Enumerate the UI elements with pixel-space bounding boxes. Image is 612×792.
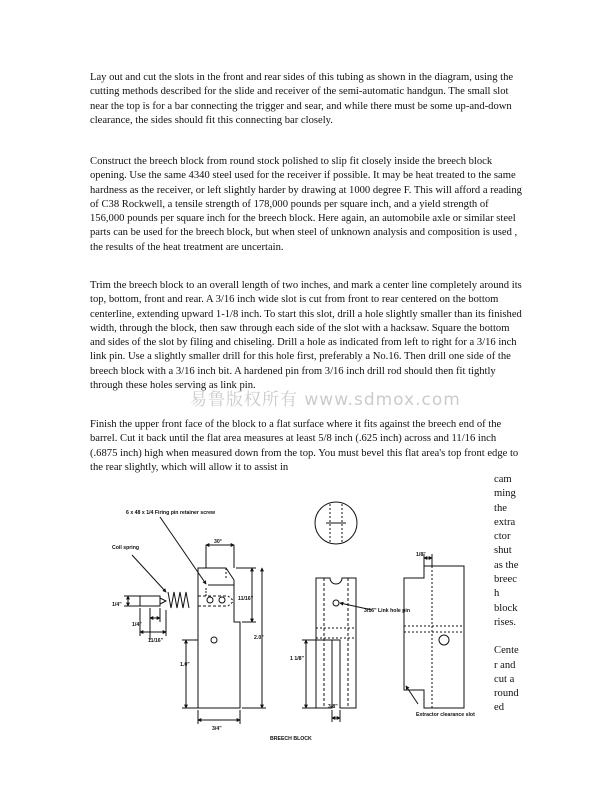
wrap-line: rises. [494,616,517,628]
paragraph-breech-block-construction: Construct the breech block from round stock polished to slip fit closely inside the breech block opening. Use the same 4340 steel used for the receiver if possible. It may be heat treated to the same hardness as the receiver, or left slightly harder by drawing at 1000 degree F. This will afford a reading of C38 Rockwell, a tensile strength of 178,000 pounds per square inch, and a yield strength of 156,000 pounds per square inch for the breech block. Here again, an automobile axle or similar steel parts can be used for the breech block, but when steel of unknown analysis and composition is used , the results of the heat treatment are uncertain. [90,156,522,253]
firing-pin [140,596,166,606]
wrap-line: as the [494,559,519,571]
wrap-line: block [494,602,518,614]
paragraph-slots: Lay out and cut the slots in the front and rear sides of this tubing as shown in the diagram, using the cutting methods described for the slide and receiver of the semi-automatic handgun. The small slot near the top is for a bar connecting the trigger and sear, and while there must be some up-and-down clearance, the sides should fit this connecting bar closely. [90,72,514,126]
dim-30-deg: 30° [214,539,222,545]
label-coil-spring: Coil spring [112,545,140,551]
wrap-line: ed [494,702,504,714]
wrap-line: round [494,688,519,700]
side-view-block [198,568,240,708]
dim-1-0: 1.0" [180,662,190,668]
side-profile-block [404,566,464,708]
dim-3-8: 3/8" [328,704,338,710]
label-retainer-screw: 6 x 48 x 1/4 Firing pin retainer screw [126,510,216,516]
dim-2-0: 2.0" [254,635,264,641]
wrap-line: shut [494,545,512,557]
wrap-line: Cente [494,645,519,657]
figure-caption: BREECH BLOCK [270,736,312,742]
label-link-hole: 3/16" Link hole pin [364,608,410,614]
wrap-line: ming [494,488,516,500]
dim-3-4: 3/4" [212,726,222,732]
paragraph-trim-breech-block: Trim the breech block to an overall length of two inches, and mark a center line completely around its top, bottom, front and rear. A 3/16 inch wide slot is cut from front to rear centered on the bottom centerline, extending upward 1-1/8 inch. To start this slot, drill a hole slightly smaller than its finished width, through the block, then saw through each side of the slot with a hacksaw. Square the bottom and sides of the slot by filing and chiseling. Drill a hole as indicated from left to right for a 3/16 inch link pin. Use a slightly smaller drill for this hole first, preferably a No.16. Then drill one side of the breech block with a 3/16 inch bit. A hardened pin from 3/16 inch drill rod should then fit tightly through these holes serving as link pin. [90,280,522,392]
label-extractor-slot: Extractor clearance slot [416,712,475,718]
wrap-line: breec [494,574,517,586]
wrap-line: cam [494,474,512,485]
front-view-block [316,578,356,708]
dim-1-4-mid: 1/4" [132,622,142,628]
wrap-line: cut a [494,673,515,685]
wrap-line: h [494,588,500,600]
watermark: 易鲁版权所有 www.sdmox.com [190,390,461,410]
paragraph-finish-front-face: Finish the upper front face of the block to a flat surface where it fits against the breech end of the barrel. Cut it back until the flat area measures at least 5/8 inch (.625 inch) across and 11/16 inch (.6875 inch) high when measured down from the top. You must bevel this flat area's top front edge to the rear slightly, which will allow it to assist in [90,419,519,473]
wrap-line: extra [494,516,516,528]
dim-11-16-bottom: 11/16" [148,638,164,644]
dim-11-16-right: 11/16" [238,596,254,602]
dim-1-4-left: 1/4" [112,602,122,608]
top-view-circle [315,502,357,544]
wrap-line: r and [494,659,516,671]
wrap-line: the [494,502,507,514]
wrap-line: ctor [494,531,511,543]
dim-1-1-8: 1 1/8" [290,656,304,662]
dim-1-8: 1/8" [416,552,426,558]
